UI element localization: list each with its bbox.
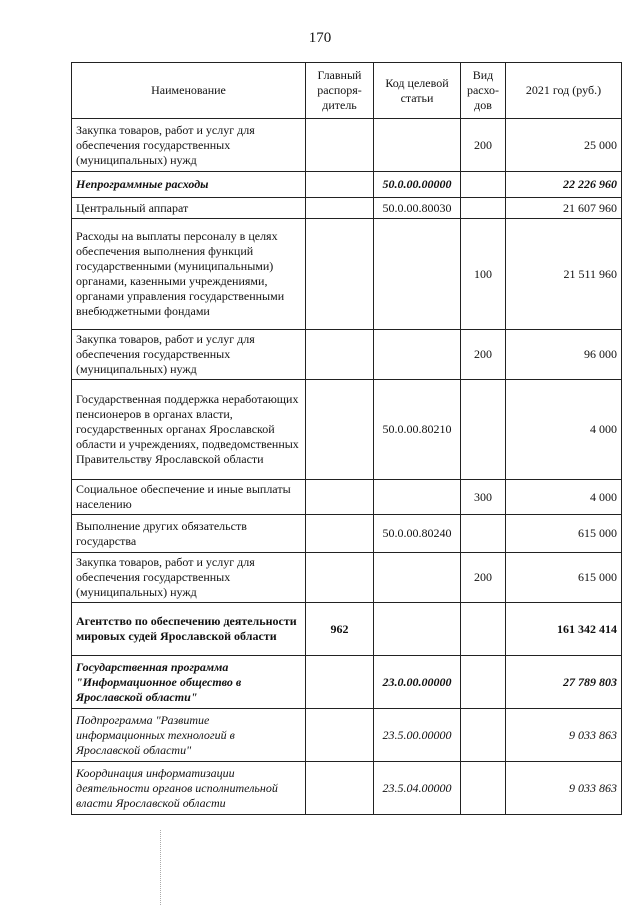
cell-amount: 4 000 xyxy=(506,480,622,515)
header-code: Код целевой статьи xyxy=(374,63,461,119)
cell-amount: 25 000 xyxy=(506,119,622,172)
cell-name: Центральный аппарат xyxy=(72,198,306,219)
cell-amount: 96 000 xyxy=(506,330,622,380)
cell-type: 200 xyxy=(461,119,506,172)
cell-name: Подпрограмма "Развитие информационных технологий в Ярославской области" xyxy=(72,709,306,762)
cell-name: Непрограммные расходы xyxy=(72,172,306,198)
cell-admin xyxy=(306,119,374,172)
cell-amount: 9 033 863 xyxy=(506,762,622,815)
table-row xyxy=(72,380,622,480)
cell-code: 50.0.00.80030 xyxy=(374,198,461,219)
table-row xyxy=(72,480,622,515)
cell-admin: 962 xyxy=(306,603,374,656)
cell-amount: 615 000 xyxy=(506,515,622,553)
cell-admin xyxy=(306,762,374,815)
cell-type xyxy=(461,709,506,762)
cell-code: 23.5.04.00000 xyxy=(374,762,461,815)
table-row xyxy=(72,172,622,198)
cell-name: Государственная программа "Информационное общество в Ярославской области" xyxy=(72,656,306,709)
cell-type xyxy=(461,762,506,815)
table-row xyxy=(72,119,622,172)
cell-type: 200 xyxy=(461,553,506,603)
table-row xyxy=(72,709,622,762)
header-admin: Главный распоря-дитель xyxy=(306,63,374,119)
cell-code: 50.0.00.80240 xyxy=(374,515,461,553)
cell-amount: 22 226 960 xyxy=(506,172,622,198)
cell-name: Закупка товаров, работ и услуг для обеспечения государственных (муниципальных) нужд xyxy=(72,553,306,603)
cell-code: 23.0.00.00000 xyxy=(374,656,461,709)
cell-type: 200 xyxy=(461,330,506,380)
table-row xyxy=(72,515,622,553)
cell-admin xyxy=(306,330,374,380)
cell-admin xyxy=(306,515,374,553)
cell-name: Социальное обеспечение и иные выплаты населению xyxy=(72,480,306,515)
cell-amount: 4 000 xyxy=(506,380,622,480)
cell-code: 23.5.00.00000 xyxy=(374,709,461,762)
page-number: 170 xyxy=(308,30,332,46)
table-row xyxy=(72,330,622,380)
table-row xyxy=(72,553,622,603)
cell-admin xyxy=(306,219,374,330)
cell-type: 300 xyxy=(461,480,506,515)
margin-guide-line xyxy=(160,830,161,905)
table-row xyxy=(72,762,622,815)
cell-name: Координация информатизации деятельности органов исполнительной власти Ярославской области xyxy=(72,762,306,815)
cell-code xyxy=(374,553,461,603)
table-row xyxy=(72,603,622,656)
cell-type xyxy=(461,515,506,553)
table-row xyxy=(72,656,622,709)
cell-name: Закупка товаров, работ и услуг для обеспечения государственных (муниципальных) нужд xyxy=(72,330,306,380)
cell-code: 50.0.00.80210 xyxy=(374,380,461,480)
cell-amount: 9 033 863 xyxy=(506,709,622,762)
cell-code xyxy=(374,480,461,515)
table-row xyxy=(72,198,622,219)
cell-type xyxy=(461,172,506,198)
budget-table xyxy=(71,62,622,815)
cell-name: Выполнение других обязательств государства xyxy=(72,515,306,553)
cell-type xyxy=(461,380,506,480)
cell-admin xyxy=(306,480,374,515)
cell-admin xyxy=(306,380,374,480)
cell-type xyxy=(461,603,506,656)
cell-code: 50.0.00.00000 xyxy=(374,172,461,198)
table-row xyxy=(72,219,622,330)
cell-admin xyxy=(306,656,374,709)
cell-name: Государственная поддержка неработающих пенсионеров в органах власти, государственных органах Ярославской области и учреждениях, подведомственных Правительству Ярославской области xyxy=(72,380,306,480)
cell-name: Агентство по обеспечению деятельности мировых судей Ярославской области xyxy=(72,603,306,656)
cell-amount: 27 789 803 xyxy=(506,656,622,709)
cell-amount: 21 607 960 xyxy=(506,198,622,219)
cell-code xyxy=(374,330,461,380)
cell-admin xyxy=(306,553,374,603)
cell-code xyxy=(374,119,461,172)
cell-type xyxy=(461,656,506,709)
cell-type xyxy=(461,198,506,219)
cell-code xyxy=(374,603,461,656)
cell-amount: 161 342 414 xyxy=(506,603,622,656)
cell-name: Закупка товаров, работ и услуг для обеспечения государственных (муниципальных) нужд xyxy=(72,119,306,172)
cell-admin xyxy=(306,172,374,198)
table-header-row xyxy=(72,63,622,119)
cell-amount: 615 000 xyxy=(506,553,622,603)
cell-admin xyxy=(306,198,374,219)
cell-admin xyxy=(306,709,374,762)
header-type: Вид расхо-дов xyxy=(461,63,506,119)
cell-amount: 21 511 960 xyxy=(506,219,622,330)
cell-code xyxy=(374,219,461,330)
header-name: Наименование xyxy=(72,63,306,119)
header-amount: 2021 год (руб.) xyxy=(506,63,622,119)
cell-name: Расходы на выплаты персоналу в целях обеспечения выполнения функций государственными (муниципальными) органами, казенными учреждениями, органами управления государственными внебюджетными фондами xyxy=(72,219,306,330)
cell-type: 100 xyxy=(461,219,506,330)
